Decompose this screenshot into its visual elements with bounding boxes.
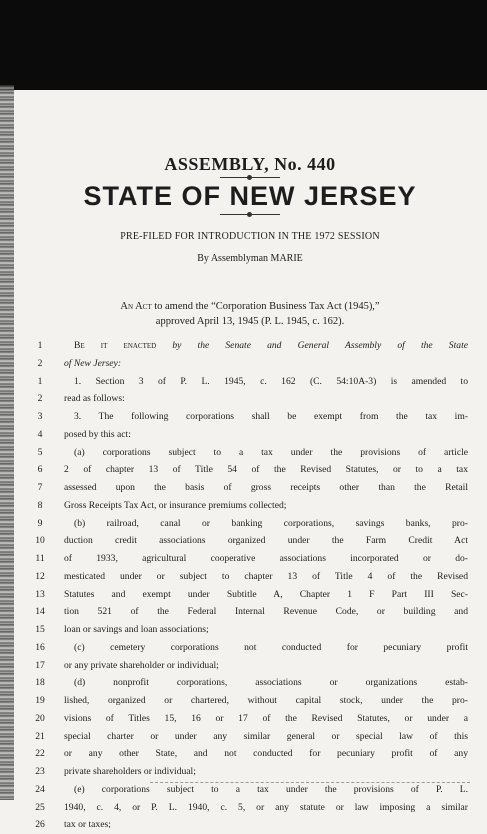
line-text-segment: read as follows: [64,393,125,405]
line-text [64,426,468,444]
line-text-segment: 1. Section 3 of P. L. 1945, c. 162 (C. 54:10A-3) is amended to [74,375,468,387]
line-text [64,799,468,817]
line-text [74,373,468,391]
line-number: 3 [37,411,43,422]
line-number: 2 [37,357,43,369]
line-text-segment: special charter or under any similar general or special law of this [64,730,468,742]
line-number: 13 [35,588,45,600]
bill-text-line [30,710,470,728]
bill-text-line [30,373,470,391]
act-title [80,299,420,329]
line-text-segment: visions of Titles 15, 16 or 17 of the Revised Statutes, or under a [64,712,468,724]
line-text-segment: Be it enacted [74,340,157,351]
bill-text-line [30,816,470,834]
line-text [64,390,468,408]
line-text [64,603,468,621]
line-number: 10 [35,535,45,547]
line-text-segment: duction credit associations organized under the Farm Credit Act [64,535,468,547]
line-text [74,639,468,657]
line-text-segment: 1940, c. 4, or P. L. 1940, c. 5, or any statute or law imposing a similar [64,801,468,813]
line-number: 2 [37,393,43,405]
line-text-segment: Statutes and exempt under Subtitle A, Chapter 1 F Part III Sec- [64,588,468,600]
line-number: 22 [35,748,45,760]
bill-text-line [30,763,470,781]
bill-text-line [30,444,470,462]
line-number: 26 [35,819,45,831]
line-text-segment: Gross Receipts Tax Act, or insurance premiums collected; [64,499,287,511]
line-text-segment: (a) corporations subject to a tax under the provisions of article [74,446,468,458]
sponsor-line: By Assemblyman MARIE [197,253,303,264]
line-text-segment: (e) corporations subject to a tax under the provisions of P. L. [74,783,468,795]
bill-text-line [30,621,470,639]
line-text [64,550,468,568]
line-text-segment: of New Jersey: [64,357,122,369]
bill-text-body [30,337,470,834]
prefiled-notice: PRE-FILED FOR INTRODUCTION IN THE 1972 SESSION [120,231,380,242]
line-number: 25 [35,801,45,813]
line-number: 20 [35,712,45,724]
decorative-rule [220,177,280,178]
line-text [64,763,468,781]
act-title-line-2: approved April 13, 1945 (P. L. 1945, c. 162). [155,316,345,327]
line-text-segment: 3. The following corporations shall be exempt from the tax im- [74,411,468,422]
bill-text-line [30,461,470,479]
line-number: 17 [35,659,45,671]
act-title-line-1: to amend the “Corporation Business Tax Act (1945),” [151,301,380,312]
line-text-segment: (d) nonprofit corporations, associations or organizations estab- [74,677,468,689]
line-text [64,657,468,675]
bill-text-line [30,745,470,763]
bill-text-line [30,479,470,497]
line-text-segment: private shareholders or individual; [64,766,196,777]
line-number: 9 [37,517,43,529]
line-text [64,710,468,728]
line-text-segment: by the Senate and General Assembly of the State [156,340,468,351]
bill-text-line [30,692,470,710]
line-text [74,408,468,426]
line-number: 18 [35,677,45,689]
bill-text-line [30,799,470,817]
line-text-segment: 2 of chapter 13 of Title 54 of the Revised Statutes, or to a tax [64,464,468,476]
line-text-segment: of 1933, agricultural cooperative associations incorporated or do- [64,553,468,564]
line-text [64,355,468,373]
line-text-segment: (c) cemetery corporations not conducted for pecuniary profit [74,641,468,653]
line-number: 5 [37,446,43,458]
bill-text-line [30,426,470,444]
line-number: 12 [35,570,45,582]
line-text-segment: or any other State, and not conducted for pecuniary profit of any [64,748,468,760]
line-number: 6 [37,464,43,476]
bill-text-line [30,355,470,373]
line-number: 21 [35,730,45,742]
line-text [64,692,468,710]
line-text-segment: (b) railroad, canal or banking corporations, savings banks, pro- [74,517,468,529]
line-number: 24 [35,783,45,795]
scan-dark-top-band [0,0,487,90]
line-text-segment: mesticated under or subject to chapter 13 of Title 4 of the Revised [64,570,468,582]
bill-text-line [30,586,470,604]
line-number: 7 [37,482,43,493]
line-number: 8 [37,499,43,511]
bill-text-line [30,639,470,657]
line-number: 1 [37,375,43,387]
bill-text-line [30,408,470,426]
line-number: 14 [35,606,45,618]
line-number: 15 [35,624,45,635]
bill-text-line [30,657,470,675]
line-text-segment: posed by this act: [64,428,131,440]
line-text [64,479,468,497]
bill-text-line [30,337,470,355]
bill-text-line [30,390,470,408]
line-text-segment: tax or taxes; [64,819,111,831]
line-text [64,532,468,550]
line-number: 11 [35,553,45,564]
decorative-rule [220,214,280,215]
line-number: 23 [35,766,45,777]
line-text-segment: lished, organized or chartered, without capital stock, under the pro- [64,695,468,706]
state-heading: STATE OF NEW JERSEY [83,181,417,211]
document-page [30,90,470,831]
line-text-segment: assessed upon the basis of gross receipts other than the Retail [64,482,468,493]
line-number: 4 [37,428,43,440]
assembly-number-heading: ASSEMBLY, No. 440 [164,154,336,174]
line-text [74,674,468,692]
line-text [64,745,468,763]
line-text [64,568,468,586]
scan-binding-edge [0,85,14,800]
bill-text-line [30,497,470,515]
line-number: 1 [37,340,43,351]
line-number: 19 [35,695,45,706]
line-number: 16 [35,641,45,653]
page-bottom-rule [150,782,470,784]
bill-text-line [30,728,470,746]
bill-text-line [30,515,470,533]
line-text-segment: tion 521 of the Federal Internal Revenue Code, or building and [64,606,468,618]
line-text-segment: or any private shareholder or individual; [64,659,219,671]
line-text [64,816,468,834]
line-text [74,337,468,355]
act-title-lead: An Act [120,301,152,312]
line-text [64,497,468,515]
bill-text-line [30,568,470,586]
bill-text-line [30,674,470,692]
bill-text-line [30,550,470,568]
line-text-segment: loan or savings and loan associations; [64,624,209,635]
line-text [64,621,468,639]
line-text [74,515,468,533]
bill-text-line [30,532,470,550]
bill-text-line [30,603,470,621]
line-text [64,586,468,604]
line-text [74,444,468,462]
line-text [64,461,468,479]
line-text [64,728,468,746]
